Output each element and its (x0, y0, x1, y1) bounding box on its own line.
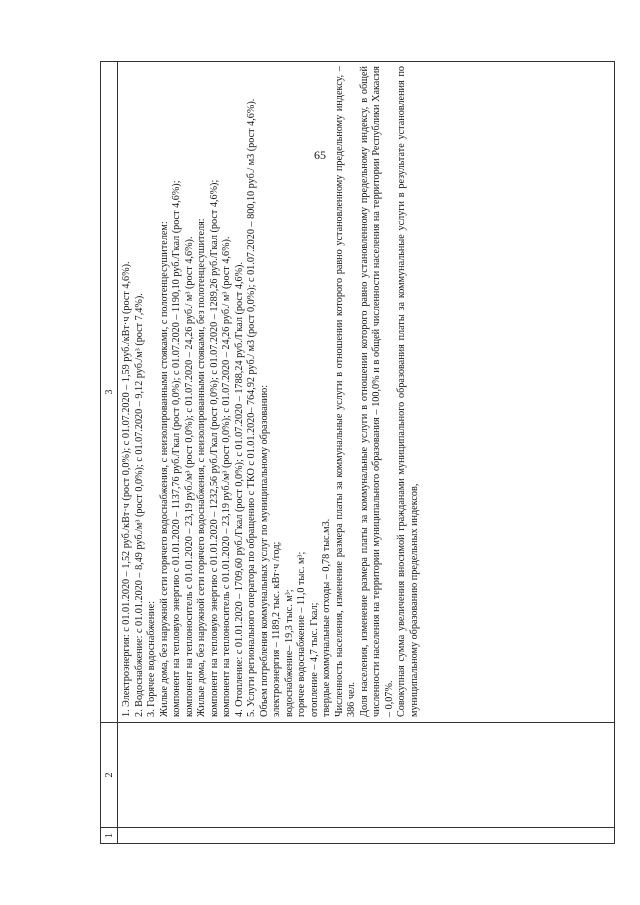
table-header-row (101, 62, 118, 844)
document-table (100, 61, 615, 844)
text-line: 4. Отопление: с 01.01.2020 – 1709,60 руб./Гкал (рост 0,0%); с 01.07.2020 – 1788,24 руб./Гкал (рост 4,6%). (233, 262, 245, 717)
tariff-text (118, 62, 421, 722)
text-line: 5. Услуги регионального оператора по обращению с ТКО с 01.01.2020– 764,92 руб./ м3 (рост 0,0%); с 01.07.2020 – 800,10 руб./ м3 (рост 4,6%). (246, 98, 257, 717)
text-line: Жилые дома, без наружной сети горячего водоснабжения, с неизолированными стояками, без полотенцесушителя: (196, 218, 207, 717)
text-line: компонент на теплоноситель с 01.01.2020 – 23,19 руб./м³ (рост 0,0%); с 01.07.2020 – 24,26 руб./ м³ (рост 4,6%). (183, 236, 195, 717)
text-line: компонент на тепловую энергию с 01.01.2020 – 1137,76 руб./Гкал (рост 0,0%); с 01.07.2020 – 1190,10 руб./Гкал (рост 4,6%); (171, 180, 182, 717)
text-line: водоснабжение– 19,3 тыс. м³; (283, 589, 295, 717)
text-line: Жилые дома, без наружной сети горячего водоснабжения, с неизолированными стояками, с полотенцесушителем: (158, 221, 170, 717)
cell-col-1 (118, 828, 615, 844)
text-line: 3. Горячее водоснабжение: (146, 601, 157, 717)
text-line: Совокупная сумма увеличения вносимой гражданами муниципального образования платы за коммунальные услуги в результате установления по муниципальному образованию предельных индексов, (396, 66, 420, 717)
cell-col-3 (118, 62, 615, 723)
page-number: 65 (314, 148, 326, 162)
text-line: горячее водоснабжение – 11,0 тыс. м³; (296, 551, 307, 717)
table-row (118, 62, 615, 844)
text-line: компонент на тепловую энергию с 01.01.2020 – 1232,56 руб./Гкал (рост 0,0%); с 01.07.2020 – 1289,26 руб./Гкал (рост 4,6%); (208, 179, 220, 717)
text-line: отопление – 4,7 тыс. Гкал; (308, 602, 320, 717)
text-line: Численность населения, изменение размера платы за коммунальные услуги в отношении которого равно установленному предельному индексу, – 386 чел. (333, 66, 357, 717)
text-line: 1. Электроэнергия: с 01.01.2020 – 1,52 руб./кВт·ч (рост 0,0%); с 01.07.2020 – 1,59 руб./кВт·ч (рост 4,6%). (121, 261, 132, 717)
header-col-2: 2 (101, 723, 118, 828)
text-line: 2. Водоснабжение: с 01.01.2020 – 8,49 руб./м³ (рост 0,0%); с 01.07.2020 – 9,12 руб./м³ (рост 7,4%). (133, 293, 145, 717)
header-col-3: 3 (101, 62, 118, 723)
text-line: твердые коммунальные отходы – 0,78 тыс.м3. (321, 518, 332, 717)
text-line: Объем потребления коммунальных услуг по муниципальному образованию: (258, 384, 270, 717)
text-line: компонент на теплоноситель с 01.01.2020 – 23,19 руб./м³ (рост 0,0%); с 01.07.2020 – 24,26 руб./ м³ (рост 4,6%). (221, 236, 232, 717)
cell-col-2 (118, 723, 615, 828)
header-col-1: 1 (101, 828, 118, 844)
text-line: Доля населения, изменение размера платы за коммунальные услуги в отношении которого равно установленному предельному индексу, в общей численности населения на территории муниципального образования – 100,0% и в общей численности населения на территории Республики Хакасия – 0,07%. (358, 66, 395, 717)
text-line: электроэнергия – 1189,2 тыс. кВт·ч /год; (271, 541, 282, 717)
rotated-page (100, 62, 615, 844)
